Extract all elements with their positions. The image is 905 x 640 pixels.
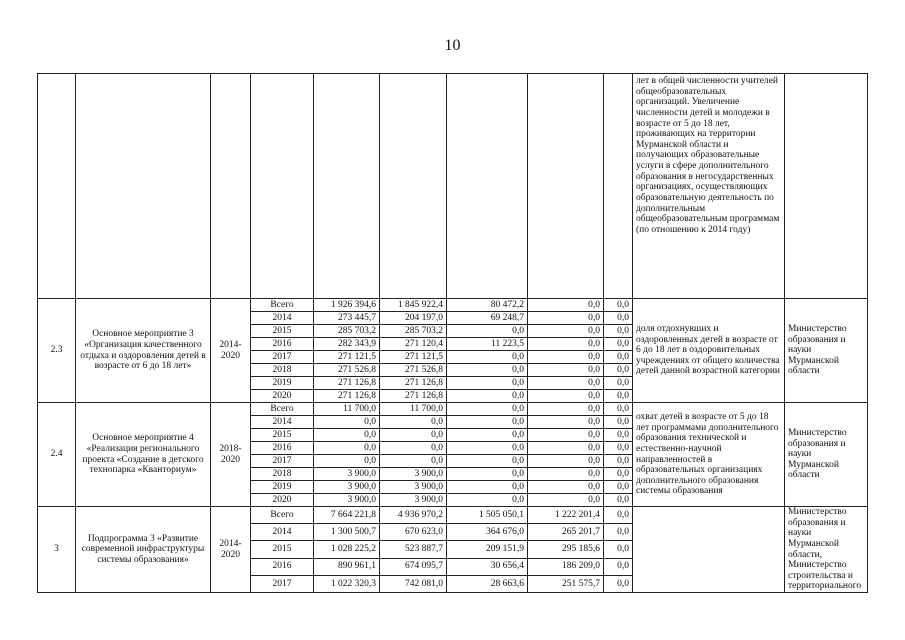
value-cell: 0,0 [604, 299, 633, 312]
year-cell: Всего [251, 299, 314, 312]
value-cell: 3 900,0 [380, 481, 447, 494]
table-row [38, 403, 868, 416]
year-cell: 2019 [251, 377, 314, 390]
measure-name: Основное мероприятие 3 «Организация качественного отдыха и оздоровления детей в возрасте от 6 до 18 лет» [76, 299, 211, 403]
value-cell: 670 623,0 [380, 524, 447, 541]
total-cell: 3 900,0 [314, 481, 380, 494]
period: 2014-2020 [211, 299, 251, 403]
table-row [38, 507, 868, 524]
value-cell: 3 900,0 [380, 468, 447, 481]
year-cell: 2020 [251, 390, 314, 403]
value-cell: 0,0 [604, 558, 633, 575]
value-cell: 271 126,8 [380, 377, 447, 390]
value-cell: 271 121,5 [380, 351, 447, 364]
year-cell: 2014 [251, 312, 314, 325]
period: 2014-2020 [211, 507, 251, 593]
value-cell: 674 095,7 [380, 558, 447, 575]
total-cell: 7 664 221,8 [314, 507, 380, 524]
measure-name: Основное мероприятие 4 «Реализация регионального проекта «Создание в детского технопарка «Кванториум» [76, 403, 211, 507]
value-cell: 0,0 [447, 390, 528, 403]
value-cell: 0,0 [604, 416, 633, 429]
value-cell: 0,0 [528, 442, 604, 455]
executor-cell: Министерство образования и науки Мурманской области [785, 403, 868, 507]
value-cell: 1 505 050,1 [447, 507, 528, 524]
value-cell: 1 845 922,4 [380, 299, 447, 312]
value-cell: 251 575,7 [528, 575, 604, 592]
value-cell: 0,0 [528, 390, 604, 403]
value-cell: 0,0 [604, 541, 633, 558]
year-cell: 2014 [251, 416, 314, 429]
year-cell: 2016 [251, 558, 314, 575]
period: 2018-2020 [211, 403, 251, 507]
total-cell: 890 961,1 [314, 558, 380, 575]
value-cell: 0,0 [604, 390, 633, 403]
total-cell: 0,0 [314, 429, 380, 442]
page-number: 10 [444, 37, 461, 54]
indicator-cell [633, 507, 785, 593]
total-cell: 0,0 [314, 416, 380, 429]
value-cell: 0,0 [447, 468, 528, 481]
value-cell: 0,0 [528, 351, 604, 364]
value-cell: 3 900,0 [380, 494, 447, 507]
year-cell: 2018 [251, 364, 314, 377]
total-cell: 273 445,7 [314, 312, 380, 325]
value-cell: 0,0 [604, 455, 633, 468]
value-cell: 186 209,0 [528, 558, 604, 575]
value-cell: 271 526,8 [380, 364, 447, 377]
total-cell: 282 343,9 [314, 338, 380, 351]
year-cell: 2015 [251, 325, 314, 338]
total-cell: 1 300 500,7 [314, 524, 380, 541]
year-cell: 2019 [251, 481, 314, 494]
value-cell: 0,0 [528, 403, 604, 416]
value-cell: 0,0 [604, 364, 633, 377]
total-cell: 271 121,5 [314, 351, 380, 364]
value-cell: 0,0 [528, 299, 604, 312]
value-cell: 0,0 [447, 481, 528, 494]
value-cell: 0,0 [604, 575, 633, 592]
value-cell: 0,0 [604, 468, 633, 481]
total-cell: 1 926 394,6 [314, 299, 380, 312]
value-cell: 0,0 [528, 455, 604, 468]
value-cell: 0,0 [604, 507, 633, 524]
value-cell: 0,0 [447, 455, 528, 468]
value-cell: 0,0 [447, 351, 528, 364]
year-cell: Всего [251, 403, 314, 416]
total-cell: 0,0 [314, 455, 380, 468]
year-cell: 2017 [251, 351, 314, 364]
value-cell: 204 197,0 [380, 312, 447, 325]
value-cell: 0,0 [604, 312, 633, 325]
total-cell: 271 126,8 [314, 377, 380, 390]
value-cell: 80 472,2 [447, 299, 528, 312]
year-cell: 2014 [251, 524, 314, 541]
value-cell: 295 185,6 [528, 541, 604, 558]
row-number: 2.3 [38, 299, 76, 403]
year-cell: 2017 [251, 455, 314, 468]
value-cell: 0,0 [528, 481, 604, 494]
total-cell: 1 022 320,3 [314, 575, 380, 592]
measure-name: Подпрограмма 3 «Развитие современной инфраструктуры системы образования» [76, 507, 211, 593]
value-cell: 0,0 [447, 494, 528, 507]
year-cell: 2015 [251, 541, 314, 558]
value-cell: 0,0 [528, 494, 604, 507]
total-cell: 11 700,0 [314, 403, 380, 416]
row-number: 2.4 [38, 403, 76, 507]
value-cell: 0,0 [447, 325, 528, 338]
total-cell: 1 028 225,2 [314, 541, 380, 558]
value-cell: 0,0 [380, 455, 447, 468]
program-table [37, 73, 868, 593]
value-cell: 4 936 970,2 [380, 507, 447, 524]
indicator-cell: лет в общей численности учителей общеобразовательных организаций. Увеличение численности детей и молодежи в возрасте от 5 до 18 лет, проживающих на территории Мурманской области и получающих образовательные услуги в сфере дополнительного образования в негосударственных организациях, осуществляющих образовательную деятельность по дополнительным общеобразовательным программам (по отношению к 2014 году) [633, 74, 785, 299]
value-cell: 0,0 [528, 312, 604, 325]
value-cell: 0,0 [380, 429, 447, 442]
value-cell: 271 126,8 [380, 390, 447, 403]
year-cell: 2016 [251, 338, 314, 351]
value-cell: 0,0 [604, 403, 633, 416]
value-cell: 0,0 [380, 442, 447, 455]
value-cell: 0,0 [604, 325, 633, 338]
value-cell: 0,0 [447, 377, 528, 390]
value-cell: 523 887,7 [380, 541, 447, 558]
value-cell: 0,0 [528, 364, 604, 377]
row-number: 3 [38, 507, 76, 593]
year-cell: 2015 [251, 429, 314, 442]
value-cell: 0,0 [604, 524, 633, 541]
value-cell: 0,0 [604, 338, 633, 351]
table-row [38, 74, 868, 299]
value-cell: 209 151,9 [447, 541, 528, 558]
year-cell: 2017 [251, 575, 314, 592]
value-cell: 0,0 [528, 468, 604, 481]
value-cell: 0,0 [380, 416, 447, 429]
indicator-cell: доля отдохнувших и оздоровленных детей в возрасте от 6 до 18 лет в оздоровительных учреждениях от общего количества детей данной возрастной категории [633, 299, 785, 403]
value-cell: 11 700,0 [380, 403, 447, 416]
total-cell: 3 900,0 [314, 468, 380, 481]
year-cell: Всего [251, 507, 314, 524]
value-cell: 0,0 [604, 429, 633, 442]
value-cell: 265 201,7 [528, 524, 604, 541]
value-cell: 0,0 [447, 442, 528, 455]
value-cell: 0,0 [528, 416, 604, 429]
value-cell: 28 663,6 [447, 575, 528, 592]
value-cell: 69 248,7 [447, 312, 528, 325]
value-cell: 271 120,4 [380, 338, 447, 351]
year-cell: 2018 [251, 468, 314, 481]
value-cell: 0,0 [604, 494, 633, 507]
value-cell: 0,0 [604, 481, 633, 494]
total-cell: 0,0 [314, 442, 380, 455]
total-cell: 3 900,0 [314, 494, 380, 507]
value-cell: 0,0 [447, 364, 528, 377]
value-cell: 1 222 201,4 [528, 507, 604, 524]
year-cell: 2020 [251, 494, 314, 507]
value-cell: 0,0 [528, 338, 604, 351]
value-cell: 0,0 [604, 351, 633, 364]
value-cell: 0,0 [528, 429, 604, 442]
value-cell: 0,0 [447, 416, 528, 429]
year-cell: 2016 [251, 442, 314, 455]
value-cell: 0,0 [528, 325, 604, 338]
indicator-cell: охват детей в возрасте от 5 до 18 лет программами дополнительного образования технической и естественно-научной направленностей в образовательных организациях дополнительного образования системы образования [633, 403, 785, 507]
total-cell: 285 703,2 [314, 325, 380, 338]
executor-cell: Министерство образования и науки Мурманской области, Министерство строительства и территориального [785, 507, 868, 593]
value-cell: 0,0 [528, 377, 604, 390]
value-cell: 11 223,5 [447, 338, 528, 351]
value-cell: 0,0 [447, 403, 528, 416]
total-cell: 271 526,8 [314, 364, 380, 377]
value-cell: 30 656,4 [447, 558, 528, 575]
executor-cell: Министерство образования и науки Мурманской области [785, 299, 868, 403]
value-cell: 364 676,0 [447, 524, 528, 541]
value-cell: 0,0 [604, 442, 633, 455]
value-cell: 285 703,2 [380, 325, 447, 338]
value-cell: 0,0 [604, 377, 633, 390]
total-cell: 271 126,8 [314, 390, 380, 403]
table-row [38, 299, 868, 312]
value-cell: 742 081,0 [380, 575, 447, 592]
value-cell: 0,0 [447, 429, 528, 442]
